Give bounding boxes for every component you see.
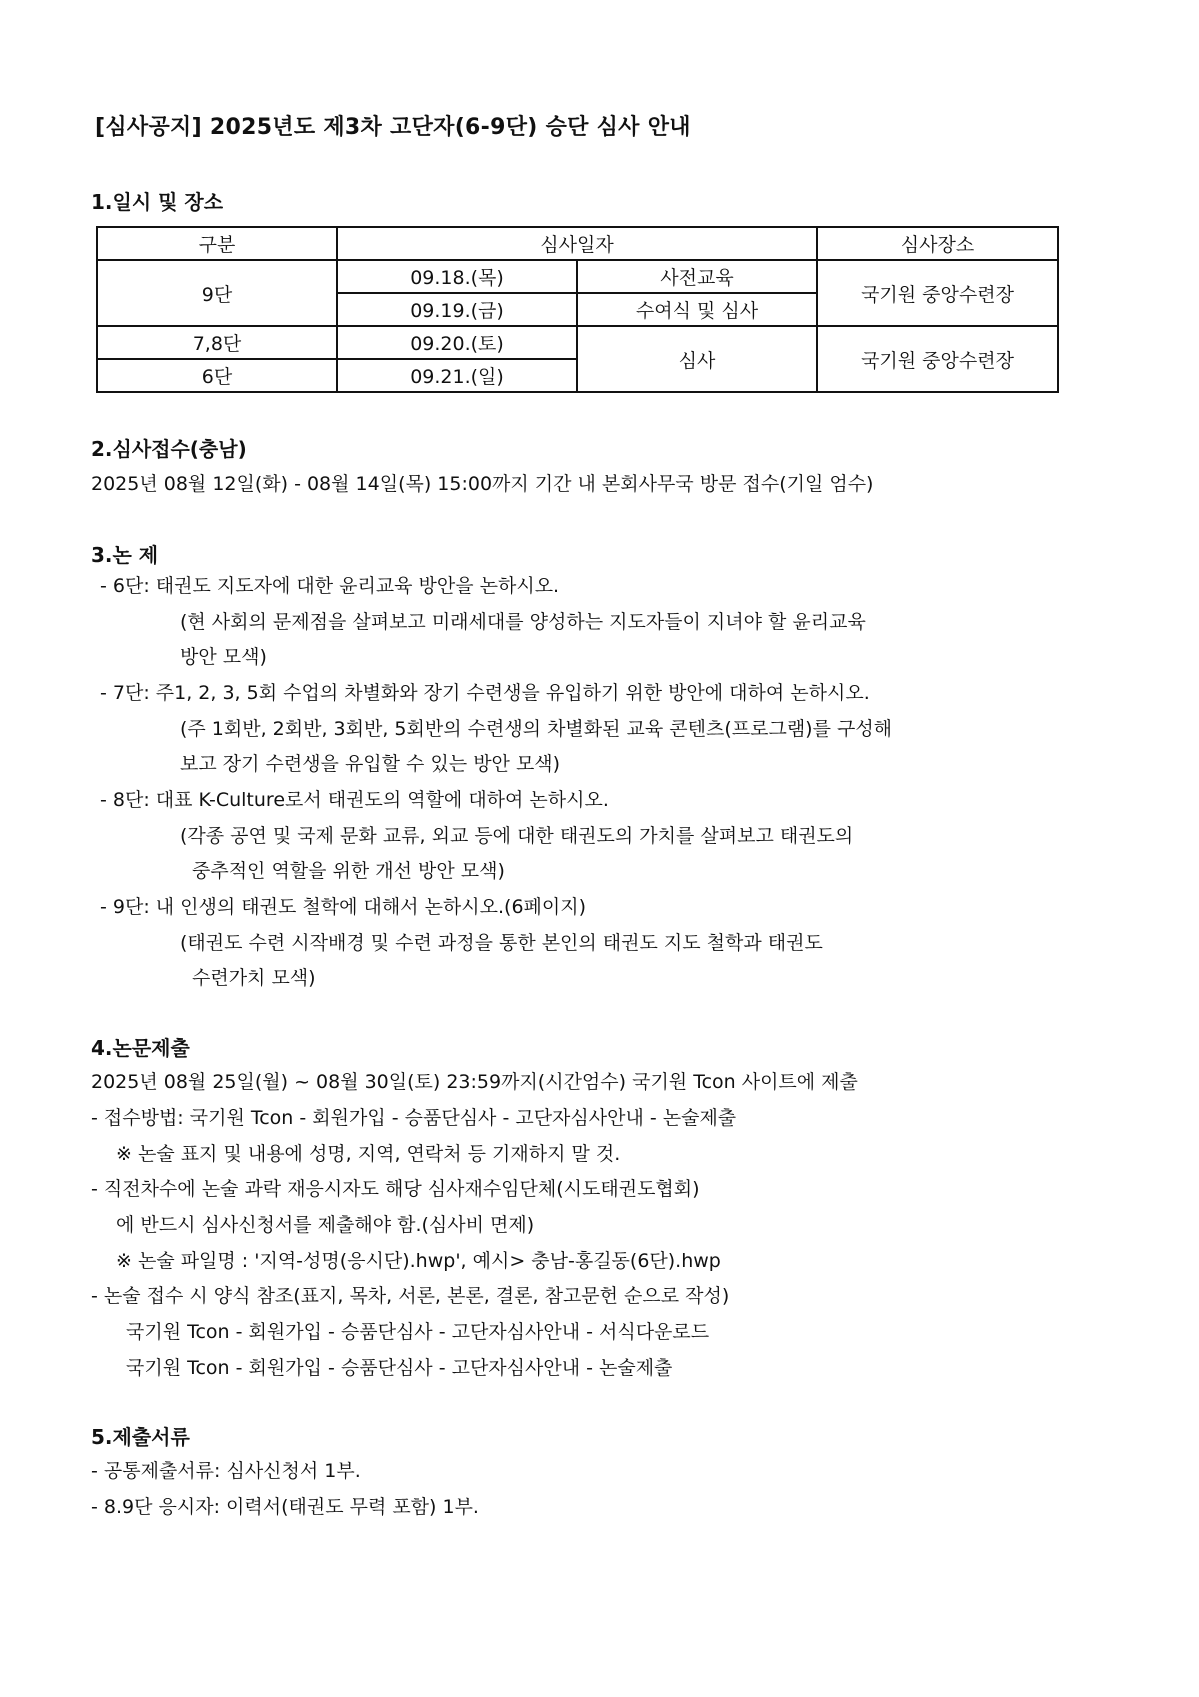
section-2-heading: 2.심사접수(충남) [91, 437, 247, 461]
section-3-heading: 3.논 제 [91, 543, 159, 567]
section-4-heading: 4.논문제출 [91, 1036, 190, 1060]
item-cell: 수여식 및 심사 [577, 293, 817, 326]
grade-cell: 6단 [97, 359, 337, 392]
grade-cell: 9단 [97, 260, 337, 326]
table-header-row [97, 227, 1058, 260]
date-cell: 09.18.(목) [337, 260, 577, 293]
table-row [97, 260, 1058, 293]
submission-line: 에 반드시 심사신청서를 제출해야 함.(심사비 면제) [116, 1214, 535, 1236]
topic-line: - 6단: 태권도 지도자에 대한 윤리교육 방안을 논하시오. [100, 575, 560, 597]
date-cell: 09.20.(토) [337, 326, 577, 359]
submission-line: ※ 논술 파일명 : '지역-성명(응시단).hwp', 예시> 충남-홍길동(6단).hwp [116, 1250, 721, 1272]
section-5-heading: 5.제출서류 [91, 1425, 190, 1449]
submission-line: - 접수방법: 국기원 Tcon - 회원가입 - 승품단심사 - 고단자심사안내 - 논술제출 [91, 1107, 737, 1129]
topic-line: 보고 장기 수련생을 유입할 수 있는 방안 모색) [180, 753, 561, 775]
submission-line: 국기원 Tcon - 회원가입 - 승품단심사 - 고단자심사안내 - 서식다운로드 [126, 1321, 710, 1343]
submission-line: - 논술 접수 시 양식 참조(표지, 목차, 서론, 본론, 결론, 참고문헌 순으로 작성) [91, 1285, 730, 1307]
item-cell: 심사 [577, 326, 817, 392]
documents-line: - 8.9단 응시자: 이력서(태권도 무력 포함) 1부. [91, 1496, 479, 1518]
place-cell: 국기원 중앙수련장 [817, 260, 1058, 326]
header-cell-category: 구분 [97, 227, 337, 260]
date-cell: 09.21.(일) [337, 359, 577, 392]
page-title: [심사공지] 2025년도 제3차 고단자(6-9단) 승단 심사 안내 [95, 115, 691, 140]
topic-line: - 8단: 대표 K-Culture로서 태권도의 역할에 대하여 논하시오. [100, 789, 609, 811]
submission-line: ※ 논술 표지 및 내용에 성명, 지역, 연락처 등 기재하지 말 것. [116, 1143, 621, 1165]
submission-line: - 직전차수에 논술 과락 재응시자도 해당 심사재수임단체(시도태권도협회) [91, 1178, 700, 1200]
section-1-heading: 1.일시 및 장소 [91, 190, 224, 214]
documents-line: - 공통제출서류: 심사신청서 1부. [91, 1460, 361, 1482]
topic-line: 중추적인 역할을 위한 개선 방안 모색) [192, 860, 505, 882]
reception-period-text: 2025년 08월 12일(화) - 08월 14일(목) 15:00까지 기간 내 본회사무국 방문 접수(기일 엄수) [91, 473, 874, 495]
topic-line: - 9단: 내 인생의 태권도 철학에 대해서 논하시오.(6페이지) [100, 896, 587, 918]
topic-line: (현 사회의 문제점을 살펴보고 미래세대를 양성하는 지도자들이 지녀야 할 윤리교육 [180, 611, 866, 633]
schedule-table [96, 226, 1059, 393]
item-cell: 사전교육 [577, 260, 817, 293]
submission-line: 국기원 Tcon - 회원가입 - 승품단심사 - 고단자심사안내 - 논술제출 [126, 1357, 673, 1379]
topic-line: - 7단: 주1, 2, 3, 5회 수업의 차별화와 장기 수련생을 유입하기 위한 방안에 대하여 논하시오. [100, 682, 870, 704]
table-row [97, 326, 1058, 359]
date-cell: 09.19.(금) [337, 293, 577, 326]
topic-line: 방안 모색) [180, 646, 267, 668]
topic-line: (주 1회반, 2회반, 3회반, 5회반의 수련생의 차별화된 교육 콘텐츠(프로그램)를 구성해 [180, 718, 893, 740]
place-cell: 국기원 중앙수련장 [817, 326, 1058, 392]
topic-line: (각종 공연 및 국제 문화 교류, 외교 등에 대한 태권도의 가치를 살펴보고 태권도의 [180, 825, 854, 847]
grade-cell: 7,8단 [97, 326, 337, 359]
header-cell-place: 심사장소 [817, 227, 1058, 260]
topic-line: (태권도 수련 시작배경 및 수련 과정을 통한 본인의 태권도 지도 철학과 태권도 [180, 932, 823, 954]
submission-line: 2025년 08월 25일(월) ~ 08월 30일(토) 23:59까지(시간엄수) 국기원 Tcon 사이트에 제출 [91, 1071, 858, 1093]
topic-line: 수련가치 모색) [192, 967, 316, 989]
header-cell-date: 심사일자 [337, 227, 817, 260]
